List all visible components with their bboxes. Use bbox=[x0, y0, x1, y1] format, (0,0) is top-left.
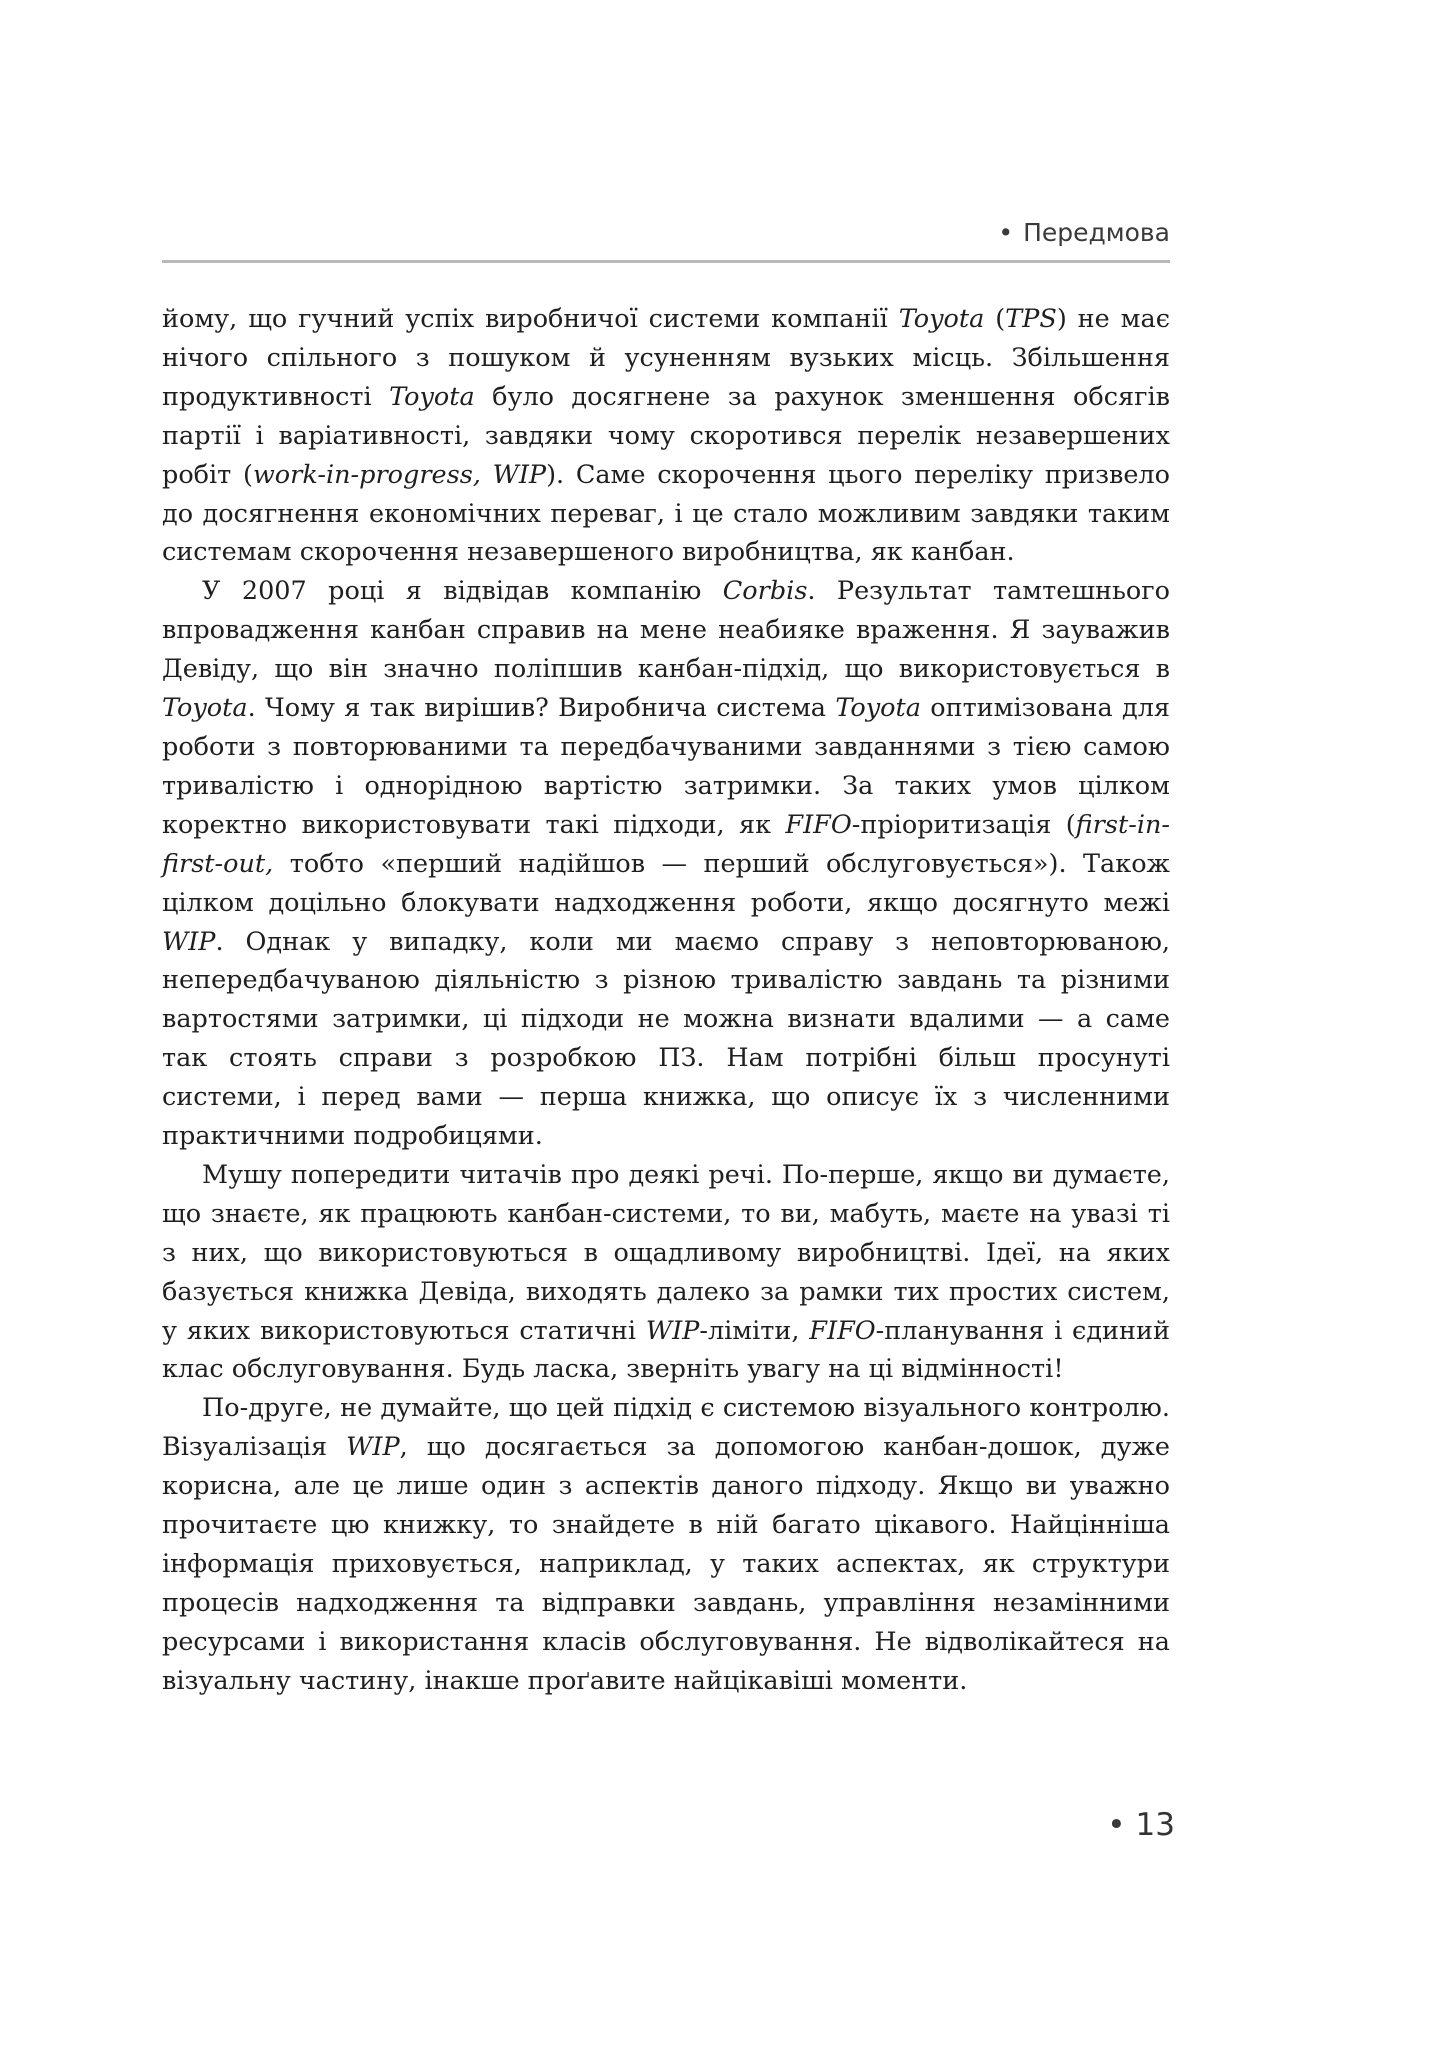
header-bullet-icon: • bbox=[998, 218, 1014, 247]
text-run: Мушу попередити читачів про деякі речі. По-перше, якщо ви думаєте, що знаєте, як працюють канбан-системи, то ви, мабуть, маєте на увазі ті з них, що використовуються в ощадливому виробництві. Ідеї, на яких базується книжка Девіда, виходять далеко за рамки тих простих систем, у яких використовуються статичні bbox=[162, 1159, 1170, 1346]
text-run: тобто «перший надійшов — перший обслуговується»). Також цілком доцільно блокувати надходження роботи, якщо досягнуто межі bbox=[162, 848, 1170, 918]
text-run: йому, що гучний успіх виробничої системи компанії bbox=[162, 304, 899, 334]
italic-text-run: work-in-progress, WIP bbox=[252, 459, 547, 490]
text-run: По-друге, не думайте, що цей підхід є системою візуального контролю. Візуалізація bbox=[162, 1393, 1170, 1463]
text-run: оптимізована для роботи з повторюваними та передбачуваними завданнями з тією самою тривалістю і однорідною вартістю затримки. За таких умов цілком коректно використовувати такі підходи, як bbox=[162, 693, 1170, 840]
text-run: було досягнене за рахунок зменшення обсягів партії і варіативності, завдяки чому скоротився перелік незавершених робіт ( bbox=[162, 381, 1170, 490]
text-run: ( bbox=[984, 304, 1006, 334]
paragraph bbox=[162, 572, 1170, 1156]
running-header-label bbox=[998, 218, 1170, 247]
italic-text-run: Corbis bbox=[722, 576, 808, 607]
italic-text-run: Toyota bbox=[389, 381, 475, 412]
text-run: . Результат тамтешнього впровадження канбан справив на мене неабияке враження. Я зауважив Девіду, що він значно поліпшив канбан-підхід, що використовується в bbox=[162, 576, 1170, 685]
running-header-title: Передмова bbox=[1023, 218, 1170, 247]
paragraph bbox=[162, 1389, 1170, 1700]
italic-text-run: Toyota bbox=[162, 693, 248, 724]
text-run: , що досягається за допомогою канбан-дошок, дуже корисна, але це лише один з аспектів даного підходу. Якщо ви уважно прочитаєте цю книжку, то знайдете в ній багато цікавого. Найцінніша інформація приховується, наприклад, у таких аспектах, як структури процесів надходження та відправки завдань, управління незамінними ресурсами і використання класів обслуговування. Не відволікайтеся на візуальну частину, інакше проґавите найцікавіші моменти. bbox=[162, 1432, 1170, 1696]
text-run: -ліміти, bbox=[699, 1315, 810, 1346]
italic-text-run: Toyota bbox=[898, 304, 985, 334]
body-text bbox=[162, 300, 1170, 1701]
text-run: ) не має нічого спільного з пошуком й усуненням вузьких місць. Збільшення продуктивності bbox=[162, 304, 1170, 412]
italic-text-run: first-in-first-out, bbox=[162, 809, 1171, 879]
italic-text-run: TPS bbox=[1005, 304, 1057, 334]
running-header bbox=[162, 218, 1170, 263]
italic-text-run: FIFO bbox=[785, 809, 852, 840]
paragraph bbox=[162, 300, 1170, 572]
italic-text-run: WIP bbox=[346, 1432, 400, 1463]
text-run: ). Саме скорочення цього переліку призвело до досягнення економічних переваг, і це стало можливим завдяки таким системам скорочення незавершеного виробництва, як канбан. bbox=[162, 459, 1170, 568]
italic-text-run: WIP bbox=[162, 926, 216, 957]
italic-text-run: WIP bbox=[645, 1315, 700, 1346]
italic-text-run: FIFO bbox=[809, 1315, 876, 1346]
paragraph bbox=[162, 1156, 1170, 1389]
text-run: У 2007 році я відвідав компанію bbox=[202, 576, 723, 607]
footer-bullet-icon: • bbox=[1107, 1807, 1126, 1843]
italic-text-run: Toyota bbox=[835, 693, 921, 724]
text-run: -планування і єдиний клас обслуговування. Будь ласка, зверніть увагу на ці відмінності! bbox=[162, 1315, 1171, 1385]
text-run: . Чому я так вирішив? Виробнича система bbox=[247, 693, 836, 724]
text-run: . Однак у випадку, коли ми маємо справу з неповторюваною, непередбачуваною діяльністю з різною тривалістю завдань та різними вартостями затримки, ці підходи не можна визнати вдалими — а саме так стоять справи з розробкою ПЗ. Нам потрібні більш просунуті системи, і перед вами — перша книжка, що описує їх з численними практичними подробицями. bbox=[162, 926, 1170, 1152]
page-number bbox=[1107, 1807, 1175, 1843]
page-number-value: 13 bbox=[1135, 1807, 1175, 1843]
text-run: -пріоритизація ( bbox=[851, 809, 1076, 840]
